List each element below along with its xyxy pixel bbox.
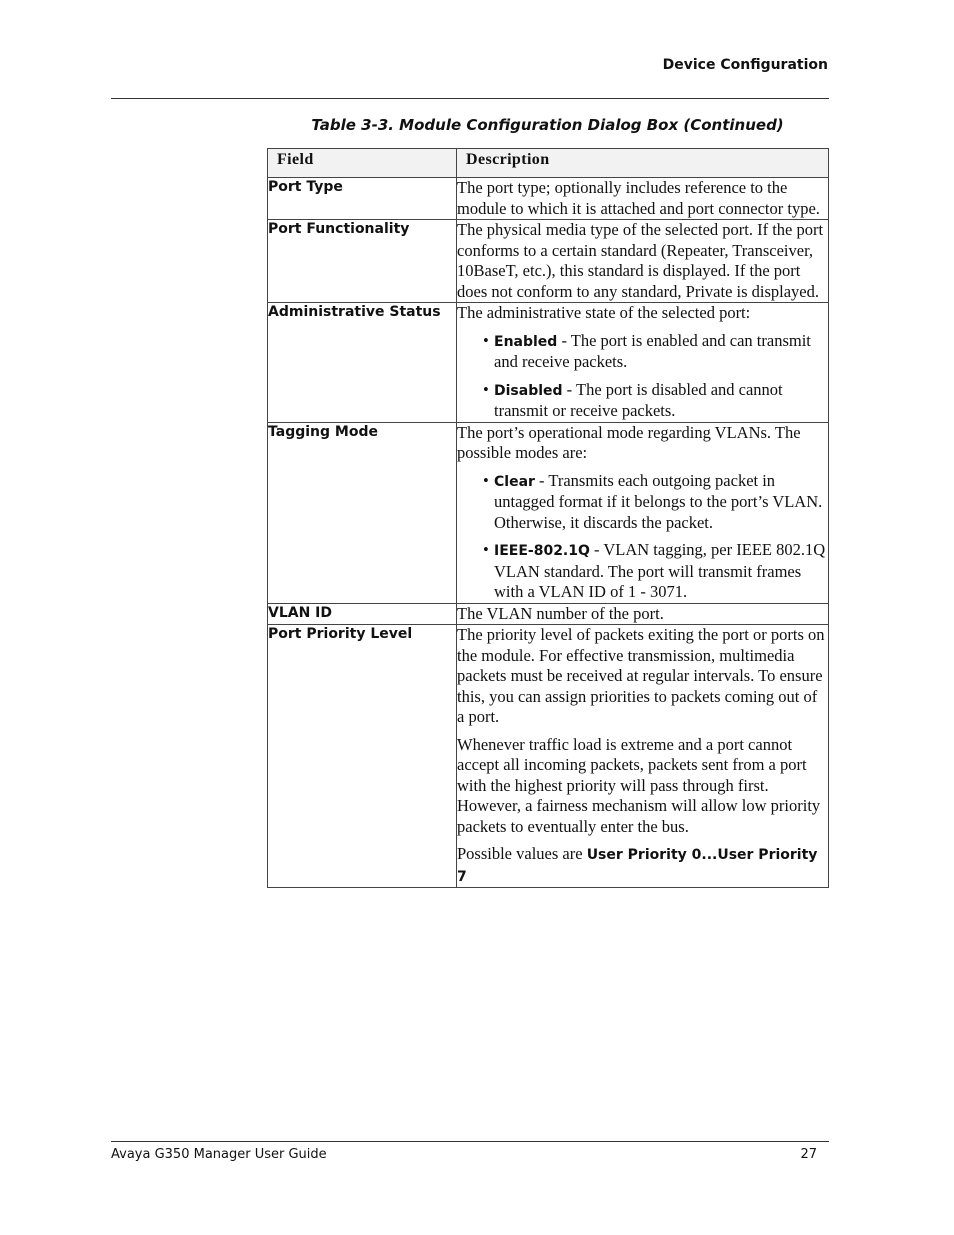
field-description: [457, 178, 829, 220]
table-row: [268, 303, 829, 423]
option-term: IEEE-802.1Q: [494, 543, 590, 559]
table-row: [268, 220, 829, 303]
list-item: [483, 540, 828, 603]
description-paragraph: The administrative state of the selected port:: [457, 303, 751, 322]
table-row: [268, 178, 829, 220]
table-header-row: [268, 149, 829, 178]
header-divider: [111, 98, 829, 99]
possible-values: [457, 844, 828, 887]
description-paragraph: The port’s operational mode regarding VLANs. The possible modes are:: [457, 422, 801, 462]
footer-divider: [111, 1141, 829, 1142]
field-description: [457, 422, 829, 603]
guide-title: Avaya G350 Manager User Guide: [111, 1147, 327, 1162]
field-description: [457, 303, 829, 423]
option-term: Enabled: [494, 333, 558, 350]
description-paragraph: The port type; optionally includes reference to the module to which it is attached and port connector type.: [457, 178, 820, 218]
list-item: [483, 380, 828, 422]
table-row: [268, 625, 829, 888]
page-number: 27: [800, 1147, 817, 1162]
possible-values-term: User Priority 0...User Priority 7: [457, 847, 818, 885]
field-description: [457, 220, 829, 303]
option-text: - Transmits each outgoing packet in untagged format if it belongs to the port’s VLAN. Otherwise, it discards the packet.: [494, 470, 823, 532]
possible-values-prefix: Possible values are: [457, 844, 587, 863]
option-term: Clear: [494, 473, 535, 490]
field-name: Port Type: [268, 178, 457, 220]
list-item: [483, 331, 828, 373]
description-paragraph: The VLAN number of the port.: [457, 603, 664, 623]
table-row: [268, 603, 829, 625]
description-paragraph: The priority level of packets exiting the port or ports on the module. For effective transmission, multimedia packets must be received at regular intervals. To ensure this, you can assign priorities to packets coming out of a port.: [457, 625, 825, 726]
field-name: Administrative Status: [268, 303, 457, 423]
module-config-table: [267, 148, 829, 888]
description-paragraph: The physical media type of the selected port. If the port conforms to a certain standard (Repeater, Transceiver, 10BaseT, etc.), this standard is displayed. If the port does not conform to any standard, Private is displayed.: [457, 220, 824, 301]
field-description: [457, 625, 829, 888]
field-name: Port Functionality: [268, 220, 457, 303]
option-text: - The port is enabled and can transmit and receive packets.: [494, 330, 811, 371]
table-row: [268, 422, 829, 603]
field-name: VLAN ID: [268, 603, 457, 625]
section-title: Device Configuration: [662, 57, 828, 73]
option-text: - The port is disabled and cannot transmit or receive packets.: [494, 379, 783, 420]
option-list: [457, 471, 828, 603]
field-name: Port Priority Level: [268, 625, 457, 888]
list-item: [483, 471, 828, 534]
description-paragraph: Whenever traffic load is extreme and a port cannot accept all incoming packets, packets sent from a port with the highest priority will pass through first. However, a fairness mechanism will allow low priority packets to eventually enter the bus.: [457, 734, 821, 836]
option-list: [457, 331, 828, 422]
table-caption: Table 3-3. Module Configuration Dialog Box (Continued): [311, 116, 784, 134]
option-text: - VLAN tagging, per IEEE 802.1Q VLAN standard. The port will transmit frames with a VLAN ID of 1 - 3071.: [494, 540, 826, 601]
description-column-header: Description: [457, 149, 829, 178]
field-name: Tagging Mode: [268, 422, 457, 603]
field-column-header: Field: [268, 149, 457, 178]
field-description: [457, 603, 829, 625]
option-term: Disabled: [494, 382, 563, 399]
